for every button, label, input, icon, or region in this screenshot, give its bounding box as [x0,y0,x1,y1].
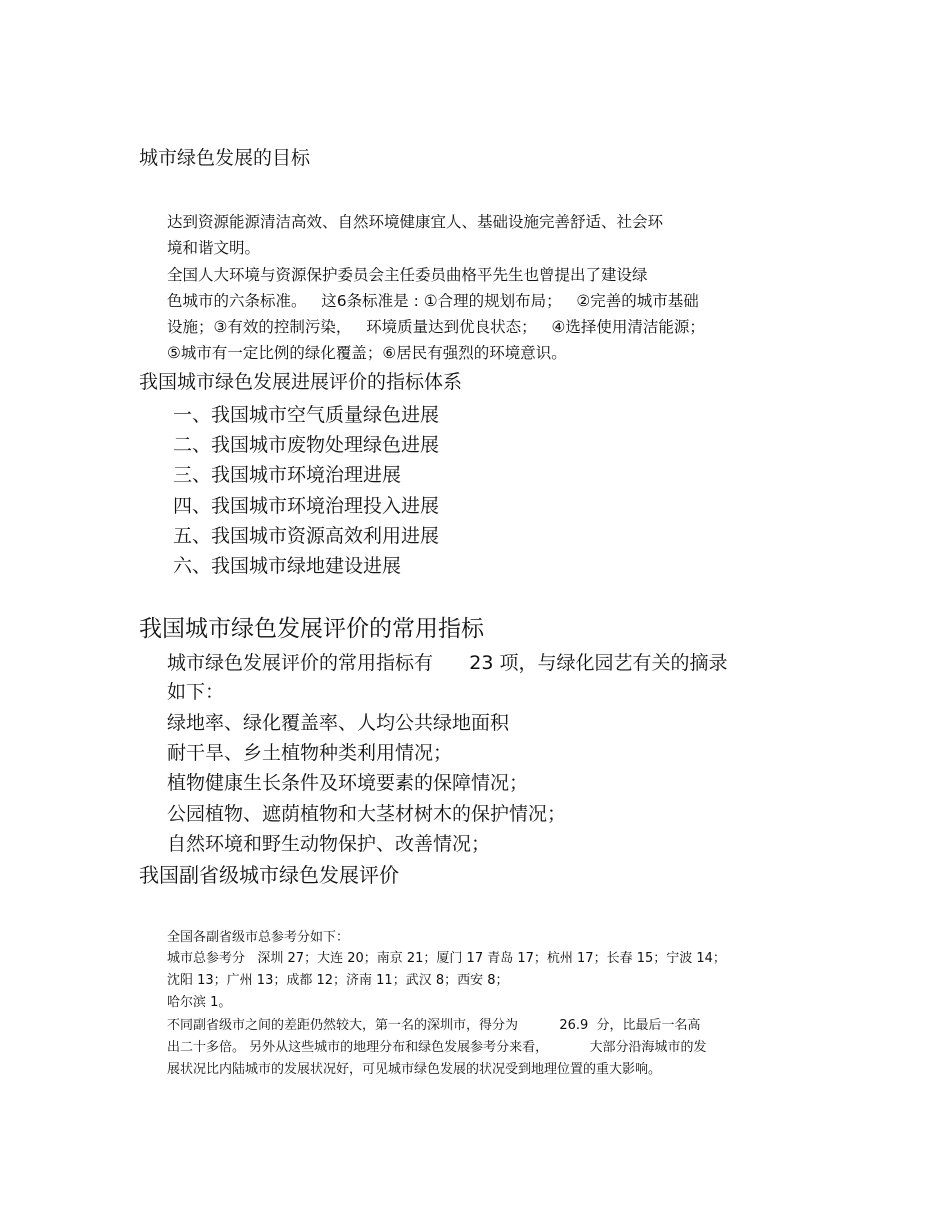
paragraph-line: 设施；③有效的控制污染， 环境质量达到优良状态； ④选择使用清洁能源； [167,318,705,336]
scores-line: 哈尔滨 1。 [167,995,232,1010]
paragraph-line: ⑤城市有一定比例的绿化覆盖；⑥居民有强烈的环境意识。 [167,344,567,362]
section-title-green-goals: 城市绿色发展的目标 [139,147,311,169]
paragraph-line: 公园植物、遮荫植物和大茎材树木的保护情况； [167,803,567,825]
list-item: 三、我国城市环境治理进展 [173,464,402,486]
paragraph-line: 植物健康生长条件及环境要素的保障情况； [167,772,529,794]
scores-line: 沈阳 13；广州 13；成都 12；济南 11；武汉 8；西安 8； [167,973,509,988]
paragraph-line: 出二十多倍。 另外从这些城市的地理分布和绿色发展参考分来看， 大部分沿海城市的发 [167,1040,707,1055]
list-item: 二、我国城市废物处理绿色进展 [173,434,440,456]
paragraph-line: 耐干旱、乡土植物种类利用情况； [167,742,453,764]
list-item: 一、我国城市空气质量绿色进展 [173,404,440,426]
list-item: 四、我国城市环境治理投入进展 [173,495,440,517]
section-title-sub-provincial-evaluation: 我国副省级城市绿色发展评价 [139,863,399,887]
paragraph-line: 不同副省级市之间的差距仍然较大，第一名的深圳市，得分为 26.9 分，比最后一名高 [167,1018,701,1033]
list-item: 六、我国城市绿地建设进展 [173,555,402,577]
paragraph-line: 绿地率、绿化覆盖率、人均公共绿地面积 [167,712,510,734]
section-title-indicator-system: 我国城市绿色发展进展评价的指标体系 [139,371,463,393]
paragraph-line: 色城市的六条标准。 这6条标准是 : ①合理的规划布局； ②完善的城市基础 [167,292,699,310]
scores-line: 城市总参考分 深圳 27；大连 20；南京 21；厦门 17 青岛 17；杭州 17；长春 15；宁波 14； [167,951,726,966]
section-title-common-indicators: 我国城市绿色发展评价的常用指标 [139,616,484,642]
list-item: 五、我国城市资源高效利用进展 [173,525,440,547]
paragraph-line: 全国各副省级市总参考分如下： [167,930,350,945]
paragraph-line: 如下： [167,681,225,703]
paragraph-line: 展状况比内陆城市的发展状况好，可见城市绿色发展的状况受到地理位置的重大影响。 [167,1062,662,1077]
paragraph-line: 全国人大环境与资源保护委员会主任委员曲格平先生也曾提出了建设绿 [167,266,648,284]
paragraph-line: 自然环境和野生动物保护、改善情况； [167,833,491,855]
paragraph-line: 城市绿色发展评价的常用指标有 23 项，与绿化园艺有关的摘录 [167,652,728,674]
paragraph-line: 达到资源能源清洁高效、自然环境健康宜人、基础设施完善舒适、社会环 [167,213,664,231]
paragraph-line: 境和谐文明。 [167,239,261,257]
